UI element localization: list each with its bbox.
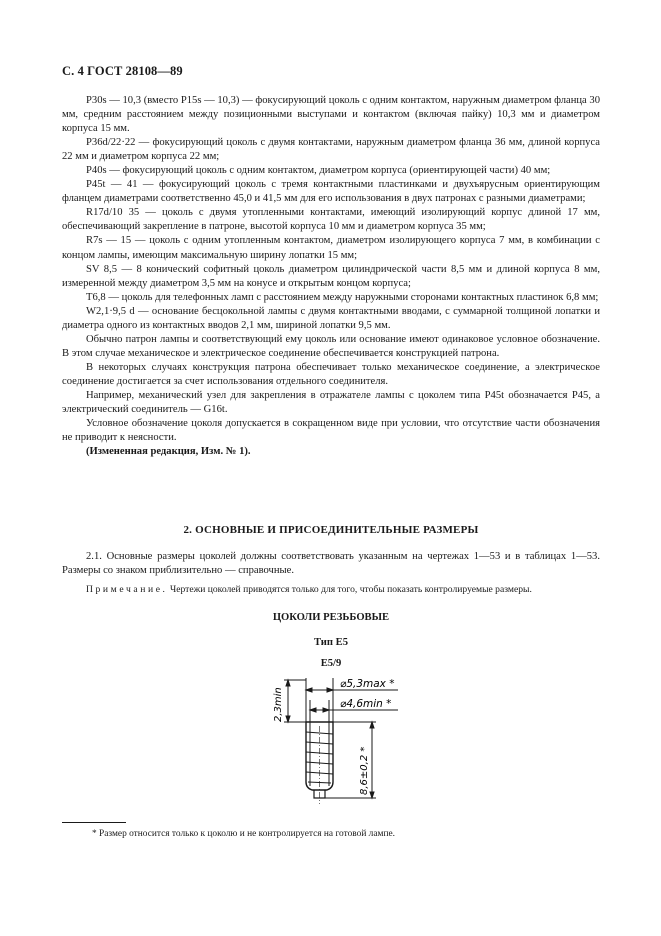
arrow-mid-right [323,708,329,712]
section-body [62,550,600,578]
designation-text [62,94,600,459]
dim-mid-label: ⌀4,6min * [340,698,392,710]
note [62,583,600,596]
arrow-right-top [370,722,374,728]
paragraph-r7s: R7s — 15 — цоколь с одним утопленным контактом, диаметром изолирующего корпуса 7 мм, в комбинации с концом лампы, имеющим максимальную ширину лопатки 15 мм; [62,235,600,261]
paragraph-w21: W2,1·9,5 d — основание бесцокольной лампы с двумя контактными вводами, с суммарной толщиной лопатки и диаметра одного из контактных вводов 2,1 мм, шириной лопатки 9,5 мм. [62,305,600,331]
clause-2-1: 2.1. Основные размеры цоколей должны соответствовать указанным на чертежах 1—53 и в таблицах 1—53. Размеры со знаком приблизительно — справочные. [62,551,600,577]
footnote: * Размер относится только к цоколю и не контролируется на готовой лампе. [92,829,395,839]
note-text: Чертежи цоколей приводятся только для того, чтобы показать контролируемые размеры. [167,584,532,595]
paragraph-r17d: R17d/10 35 — цоколь с двумя утопленными контактами, имеющий изолирующий корпус длиной 17 мм, обеспечивающий закрепление в патроне, высотой корпуса 10 мм и диаметром корпуса 35 мм; [62,207,600,233]
arrow-right-bottom [370,792,374,798]
model-label: E5/9 [320,658,342,669]
note-label: Примечание. [86,584,168,595]
arrow-top-left [306,688,312,692]
paragraph-sv85: SV 8,5 — 8 конический софитный цоколь диаметром цилиндрической части 8,5 мм и длиной корпуса 8 мм, измеренной между диаметром 3,5 мм на конусе и открытым концом корпуса; [62,263,600,289]
footnote-rule [62,822,126,823]
paragraph-special-cases: В некоторых случаях конструкция патрона обеспечивает только механическое соединение, а электрическое соединение достигается за счет использования отдельного соединителя. [62,361,600,387]
type-label: Тип E5 [313,637,349,648]
amendment-note: (Измененная редакция, Изм. № 1). [86,446,251,458]
page-header: С. 4 ГОСТ 28108—89 [62,64,183,78]
paragraph-example: Например, механический узел для закрепления в отражателе лампы с цоколем типа P45t обозначается P45, а электрический соединитель — G16t. [62,389,600,416]
section-title: 2. ОСНОВНЫЕ И ПРИСОЕДИНИТЕЛЬНЫЕ РАЗМЕРЫ [183,524,479,536]
paragraph-t68: T6,8 — цоколь для телефонных ламп с расстоянием между наружными сторонами контактных пластинок 6,8 мм; [86,291,599,303]
dim-right-label: 8,6±0,2 * [359,746,370,795]
paragraph-socket-note: Обычно патрон лампы и соответствующий ему цоколь или основание имеют одинаковое условное обозначение. В этом случае механическое и электрическое соединение обеспечивается конструкцией патрона. [62,333,600,359]
subsection-title: ЦОКОЛИ РЕЗЬБОВЫЕ [272,612,390,623]
paragraph-p36d: P36d/22·22 — фокусирующий цоколь с двумя контактами, наружным диаметром фланца 36 мм, длиной корпуса 22 мм и диаметром корпуса 22 мм; [62,137,600,163]
paragraph-p30s: P30s — 10,3 (вместо P15s — 10,3) — фокусирующий цоколь с одним контактом, наружным диаметром фланца 30 мм, средним расстоянием между позиционными выступами и контактом (включая пайку) 10,3 мм и диаметром корпуса 15 мм. [62,95,600,135]
arrow-left-bottom [286,716,290,722]
paragraph-abbreviation: Условное обозначение цоколя допускается в сокращенном виде при условии, что отсутствие части обозначения не приводит к неясности. [62,418,600,444]
arrow-mid-left [310,708,316,712]
dim-left-label: 2,3min [273,687,284,722]
dim-top-label: ⌀5,3max * [340,678,395,690]
paragraph-p40s: P40s — фокусирующий цоколь с одним контактом, диаметром корпуса (ориентирующей части) 40 мм; [86,165,551,177]
arrow-left-top [286,680,290,686]
socket-drawing [250,670,420,810]
paragraph-p45t: P45t — 41 — фокусирующий цоколь с тремя контактными пластинками и двухъярусным ориентирующим фланцем диаметрами соответственно 45,0 и 41,5 мм для его использования в двух патронах с разными диаметрами; [62,179,600,205]
arrow-top-right [327,688,333,692]
